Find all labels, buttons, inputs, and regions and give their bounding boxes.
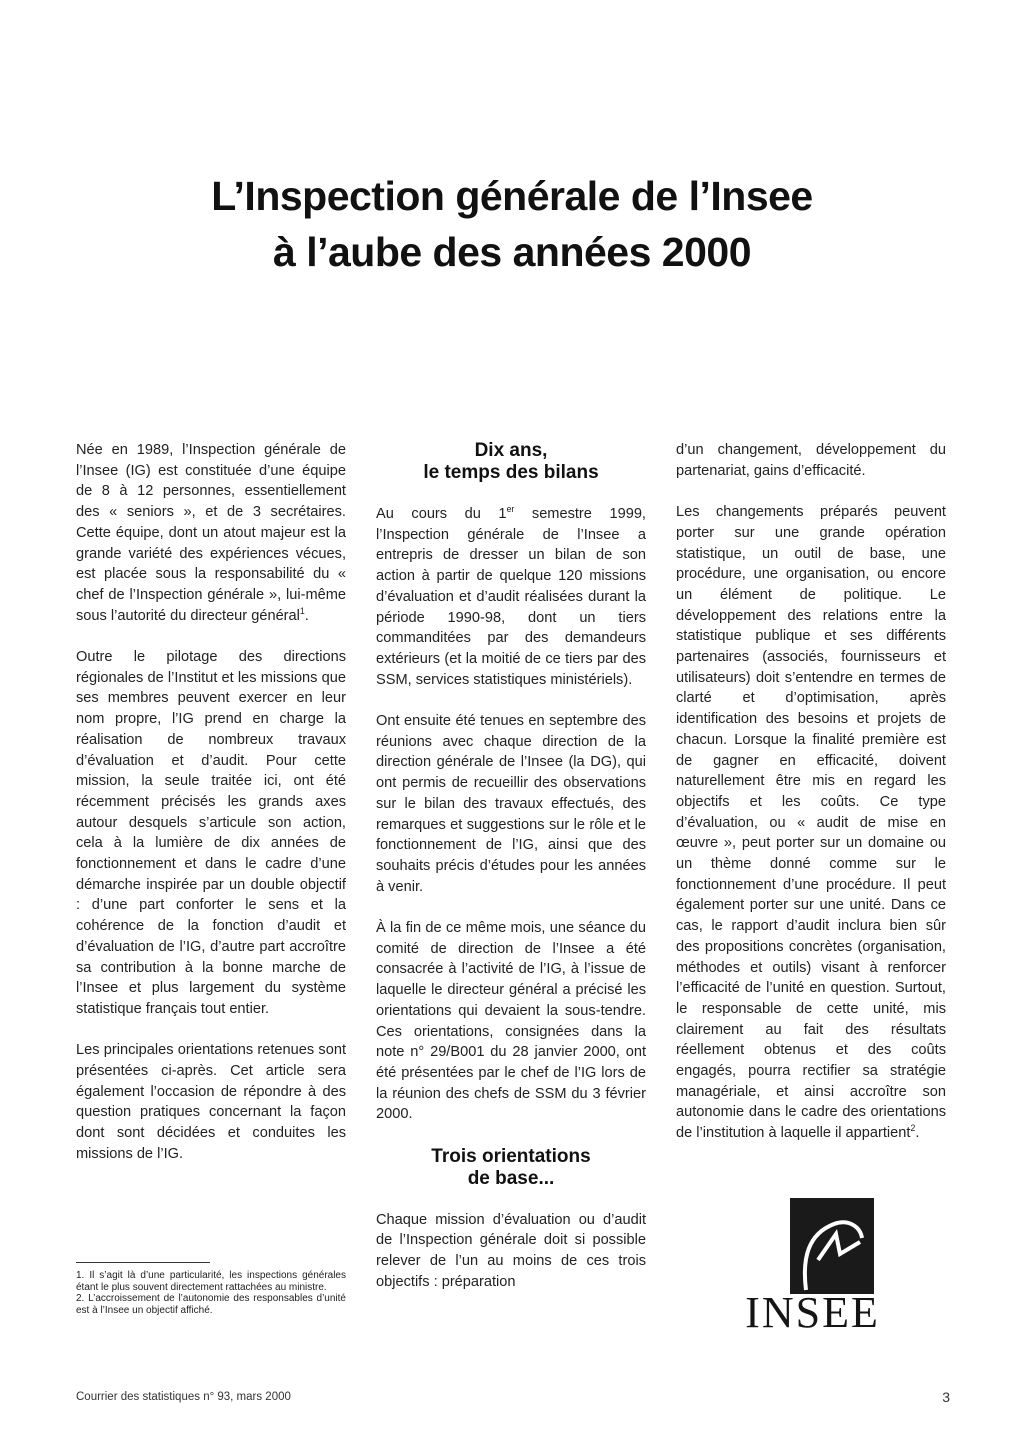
paragraph: Née en 1989, l’Inspection générale de l’Insee (IG) est constituée d’une équipe de 8 à 12 personnes, essentiellement des « seniors », et de 3 secrétaires. Cette équipe, dont un atout majeur est la grande variété des expériences vécues, est placée sous la responsabilité du « chef de l’Inspection générale », lui-même sous l’autorité du directeur général$^1$. — [76, 442, 346, 624]
footnote-divider — [76, 1262, 210, 1263]
page-number: 3 — [942, 1389, 950, 1405]
logo-wordmark: INSEE — [745, 1288, 880, 1337]
paragraph: Au cours du 1er semestre 1999, l’Inspection générale de l’Insee a entrepris de dresser un bilan de son action à partir de quelque 120 missions d’évaluation et d’audit réalisées durant la période 1990-98, dont un tiers commanditées par des demandeurs extérieurs (et la moitié de ce tiers par des SSM, services statistiques ministériels). — [376, 504, 646, 688]
paragraph: d’un changement, développement du partenariat, gains d’efficacité. — [676, 442, 946, 479]
paragraph: Ont ensuite été tenues en septembre des réunions avec chaque direction de la direction générale de l’Insee (la DG), qui ont permis de recueillir des observations sur le bilan des travaux effectués, des remarques et suggestions sur le rôle et le fonctionnement de l’IG, ainsi que des souhaits précis d’études pour les années à venir. — [376, 713, 646, 895]
footnote: 2. L’accroissement de l’autonomie des responsables d’unité est à l’Insee un objectif affiché. — [76, 1293, 346, 1316]
title-line-2: à l’aube des années 2000 — [273, 229, 751, 275]
section-heading: Dix ans, le temps des bilans — [423, 440, 599, 483]
paragraph: Les changements préparés peuvent porter sur une grande opération statistique, un outil de base, une procédure, une organisation, ou encore un élément de politique. Le développement des relations entre la statistique publique et ses différents partenaires (associés, fournisseurs et utilisateurs) doit s’entendre en termes de clarté et d’optimisation, après identification des besoins et projets de chacun. Lorsque la finalité première est de gagner en efficacité, doivent naturellement être mis en regard les objectifs et les coûts. Ce type d’évaluation, ou « audit de mise en œuvre », peut porter sur un domaine ou un thème donné comme sur le fonctionnement d’une procédure. Il peut également porter sur une unité. Dans ce cas, le rapport d’audit inclura bien sûr des propositions concrètes (organisation, méthodes et outils) visant à renforcer l’efficacité de l’unité en question. Surtout, le responsable de cette unité, mis clairement au fait des résultats réellement obtenus et des coûts engagés, pourra rectifier sa stratégie managériale, et ainsi accroître son autonomie dans le cadre des orientations de l’institution à laquelle il appartient$^2$. — [676, 504, 946, 1142]
footnote: 1. Il s’agit là d’une particularité, les inspections générales étant le plus souvent directement rattachées au ministre. — [76, 1270, 346, 1293]
article-title — [100, 168, 924, 280]
publication-footer: Courrier des statistiques n° 93, mars 2000 — [76, 1391, 291, 1403]
footnotes — [76, 1270, 346, 1316]
column-1 — [76, 440, 346, 1185]
insee-logo-icon — [790, 1198, 874, 1294]
footnote-ref: 1 — [299, 605, 305, 616]
title-line-1: L’Inspection générale de l’Insee — [211, 173, 813, 219]
footnote-ref: 2 — [910, 1123, 916, 1134]
column-2 — [376, 440, 646, 1313]
paragraph: Outre le pilotage des directions régionales de l’Institut et les missions que ses membres peuvent exercer en leur nom propre, l’IG prend en charge la réalisation de nombreux travaux d’évaluation et d’audit. Pour cette mission, la seule traitée ici, ont été récemment précisés les grands axes autour desquels s’articule son action, cela à la lumière de dix années de fonctionnement et dans le cadre d’une démarche inspirée par un double objectif : d’une part conforter le sens et la cohérence de la fonction d’audit et d’évaluation de l’IG, d’autre part accroître sa contribution à la bonne marche de l’Insee et plus largement du système statistique français tout entier. — [76, 649, 346, 1017]
paragraph: À la fin de ce même mois, une séance du comité de direction de l’Insee a été consacrée à l’activité de l’IG, à l’issue de laquelle le directeur général a précisé les orientations qui devaient la sous-tendre. Ces orientations, consignées dans la note n° 29/B001 du 28 janvier 2000, ont été présentées par le chef de l’IG lors de la réunion des chefs de SSM du 3 février 2000. — [376, 920, 646, 1123]
column-3 — [676, 440, 946, 1165]
paragraph: Les principales orientations retenues sont présentées ci-après. Cet article sera également l’occasion de répondre à des question pratiques concernant la façon dont sont décidées et conduites les missions de l’IG. — [76, 1042, 346, 1162]
insee-logo — [745, 1198, 880, 1348]
paragraph: Chaque mission d’évaluation ou d’audit de l’Inspection générale doit si possible relever de l’un au moins de ces trois objectifs : préparation — [376, 1211, 646, 1290]
section-heading: Trois orientations de base... — [431, 1145, 591, 1189]
